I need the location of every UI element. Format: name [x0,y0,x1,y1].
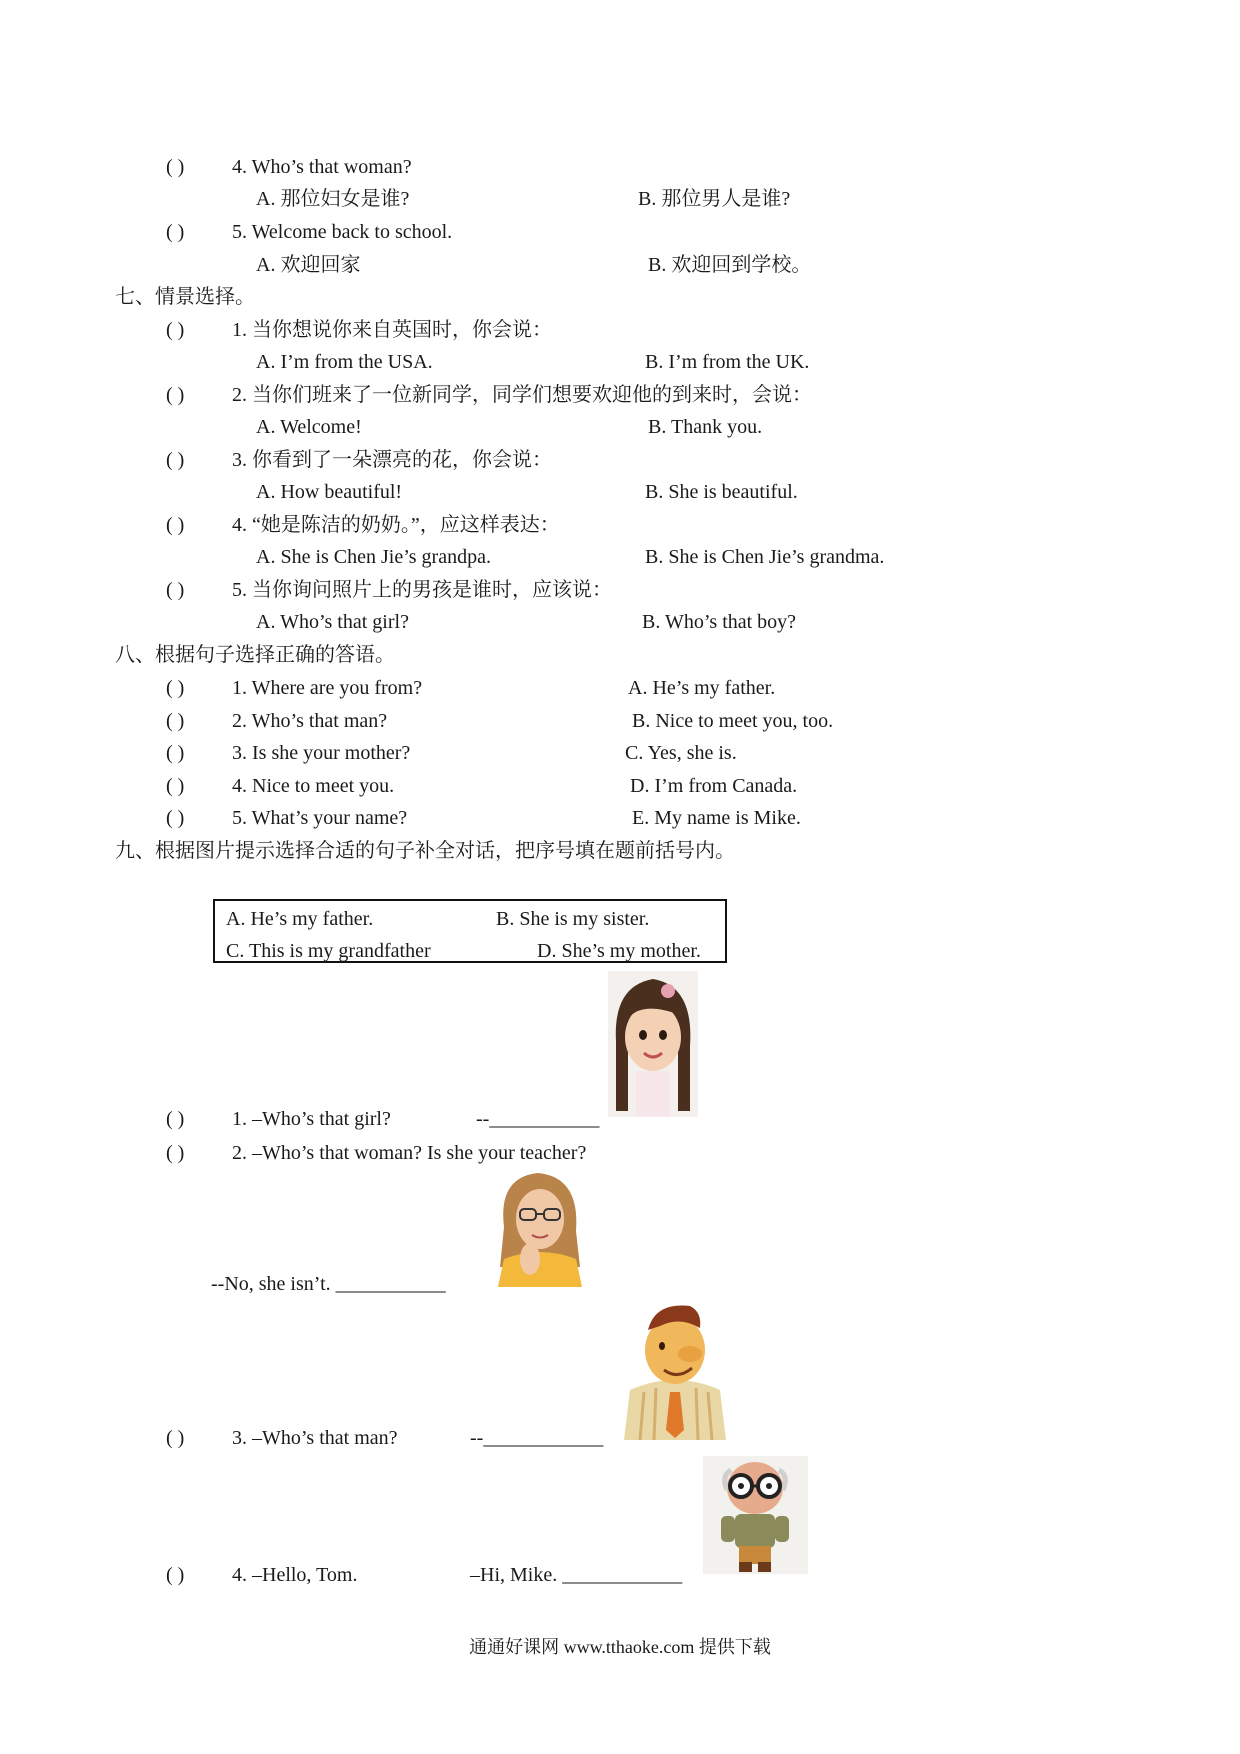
answer-option: E. My name is Mike. [632,807,801,829]
option-a: A. 那位妇女是谁? [256,188,410,210]
answer-paren[interactable]: ( ) [166,1108,185,1130]
option-d: D. She’s my mother. [537,940,701,962]
option-a: A. I’m from the USA. [256,351,433,373]
answer-paren[interactable]: ( ) [166,221,185,243]
answer-paren[interactable]: ( ) [166,1427,185,1449]
option-b: B. Who’s that boy? [642,611,797,633]
answer-option: C. Yes, she is. [625,742,737,764]
answer-option: A. He’s my father. [628,677,776,699]
answer-paren[interactable]: ( ) [166,579,185,601]
answer-paren[interactable]: ( ) [166,1142,185,1164]
question-text: 4. Nice to meet you. [232,775,395,797]
question-text: 2. –Who’s that woman? Is she your teacher? [232,1142,587,1164]
answer-option: D. I’m from Canada. [630,775,798,797]
question-stem: 4. “她是陈洁的奶奶。”，应这样表达： [232,514,560,536]
question-stem: 5. Welcome back to school. [232,221,453,243]
answer-blank[interactable]: --____________ [470,1427,604,1449]
question-text: 1. Where are you from? [232,677,423,699]
grandfather-cartoon [703,1456,808,1574]
option-a: A. She is Chen Jie’s grandpa. [256,546,491,568]
man-cartoon [620,1300,730,1440]
section-title: 七、情景选择。 [115,286,255,308]
answer-paren[interactable]: ( ) [166,156,185,178]
option-b: B. 那位男人是谁? [638,188,791,210]
question-text: 3. Is she your mother? [232,742,411,764]
question-text: 1. –Who’s that girl? [232,1108,391,1130]
question-text: 4. –Hello, Tom. [232,1564,358,1586]
section-title: 八、根据句子选择正确的答语。 [115,644,395,666]
answer-paren[interactable]: ( ) [166,677,185,699]
option-a: A. 欢迎回家 [256,254,361,276]
option-c: C. This is my grandfather [226,940,431,962]
answer-paren[interactable]: ( ) [166,319,185,341]
question-stem: 2. 当你们班来了一位新同学，同学们想要欢迎他的到来时，会说： [232,384,812,406]
reply-text: –Hi, Mike. ____________ [470,1564,683,1586]
answer-paren[interactable]: ( ) [166,384,185,406]
reply-text: --No, she isn’t. ___________ [211,1273,446,1295]
option-b: B. I’m from the UK. [645,351,810,373]
question-text: 3. –Who’s that man? [232,1427,398,1449]
answer-blank[interactable]: --___________ [476,1108,600,1130]
option-b: B. She is my sister. [496,908,650,930]
answer-paren[interactable]: ( ) [166,775,185,797]
question-text: 5. What’s your name? [232,807,408,829]
option-a: A. Welcome! [256,416,362,438]
option-b: B. She is beautiful. [645,481,798,503]
answer-paren[interactable]: ( ) [166,807,185,829]
option-a: A. Who’s that girl? [256,611,409,633]
option-b: B. 欢迎回到学校。 [648,254,812,276]
footer-watermark: 通通好课网 www.tthaoke.com 提供下载 [469,1637,771,1657]
question-stem: 4. Who’s that woman? [232,156,412,178]
answer-paren[interactable]: ( ) [166,710,185,732]
section-title: 九、根据图片提示选择合适的句子补全对话，把序号填在题前括号内。 [115,840,735,862]
question-stem: 3. 你看到了一朵漂亮的花，你会说： [232,449,552,471]
woman-photo [490,1167,590,1287]
girl-photo [608,971,698,1117]
question-stem: 1. 当你想说你来自英国时，你会说： [232,319,552,341]
option-a: A. How beautiful! [256,481,403,503]
answer-paren[interactable]: ( ) [166,1564,185,1586]
option-a: A. He’s my father. [226,908,374,930]
answer-paren[interactable]: ( ) [166,449,185,471]
answer-paren[interactable]: ( ) [166,514,185,536]
answer-option: B. Nice to meet you, too. [632,710,834,732]
question-stem: 5. 当你询问照片上的男孩是谁时，应该说： [232,579,612,601]
option-b: B. Thank you. [648,416,763,438]
question-text: 2. Who’s that man? [232,710,388,732]
answer-paren[interactable]: ( ) [166,742,185,764]
option-b: B. She is Chen Jie’s grandma. [645,546,885,568]
